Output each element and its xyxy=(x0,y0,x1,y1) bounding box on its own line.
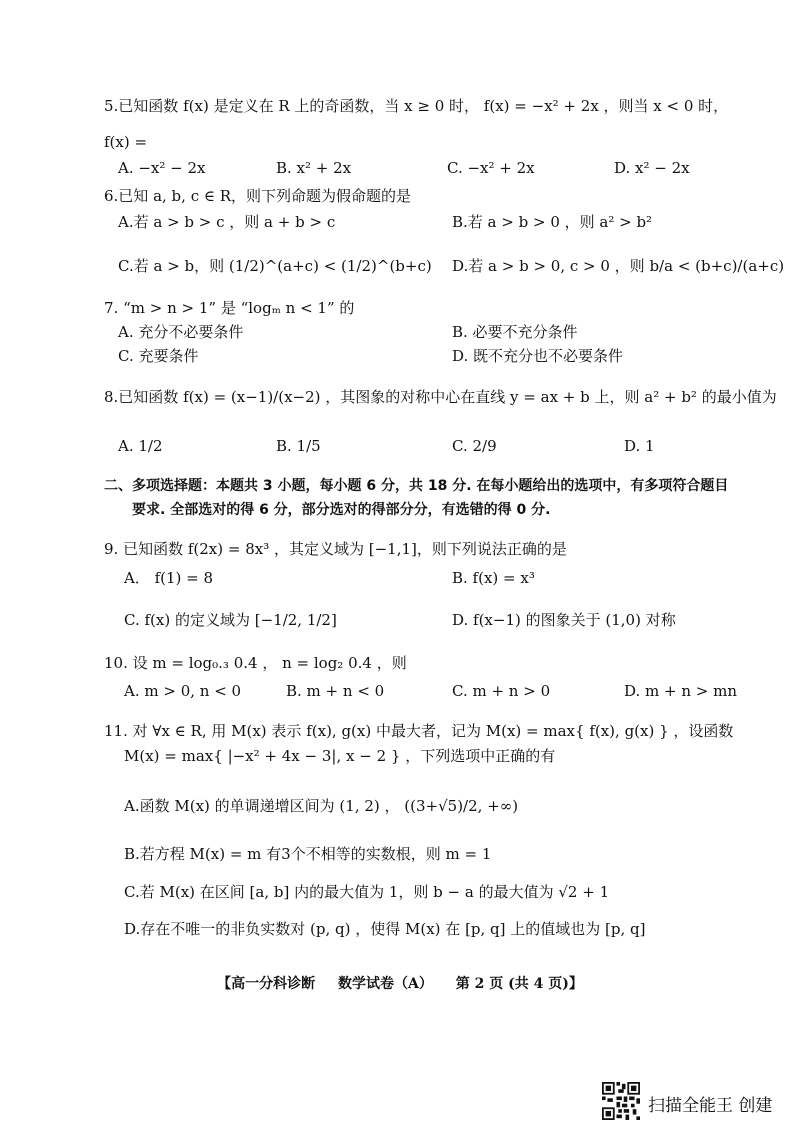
footer-school: 【高一分科诊断 xyxy=(217,976,316,992)
page-footer xyxy=(0,973,800,993)
question-8-option-a: A. 1/2 xyxy=(118,437,163,455)
question-9-option-c: C. f(x) 的定义域为 [−1/2, 1/2] xyxy=(124,611,337,629)
scanner-watermark xyxy=(602,1082,792,1124)
question-8-option-b: B. 1/5 xyxy=(276,437,321,455)
question-10-option-d: D. m + n > mn xyxy=(624,682,738,700)
question-5-option-c: C. −x² + 2x xyxy=(447,159,535,177)
question-11-stem-cont: M(x) = max{ |−x² + 4x − 3|, x − 2 } ，下列选项中正确的有 xyxy=(124,747,556,765)
question-6-stem: 6.已知 a, b, c ∈ R，则下列命题为假命题的是 xyxy=(104,187,412,205)
footer-subject: 数学试卷（A） xyxy=(338,976,433,992)
question-10-stem: 10. 设 m = log₀.₃ 0.4 ， n = log₂ 0.4 ，则 xyxy=(104,654,407,672)
question-10-option-c: C. m + n > 0 xyxy=(452,682,551,700)
question-11-option-d: D.存在不唯一的非负实数对 (p, q) ，使得 M(x) 在 [p, q] 上的值域也为 [p, q] xyxy=(124,920,646,938)
watermark-text: 扫描全能王 创建 xyxy=(648,1096,773,1116)
section-heading-cont: 要求. 全部选对的得 6 分，部分选对的得部分分，有选错的得 0 分. xyxy=(132,502,551,518)
question-7-option-b: B. 必要不充分条件 xyxy=(452,323,578,341)
question-11-option-a: A.函数 M(x) 的单调递增区间为 (1, 2) ， ((3+√5)/2, +∞) xyxy=(124,797,519,815)
question-8-option-d: D. 1 xyxy=(624,437,655,455)
question-10-option-b: B. m + n < 0 xyxy=(286,682,385,700)
question-6-option-d: D.若 a > b > 0, c > 0 ，则 b/a < (b+c)/(a+c) xyxy=(452,257,785,275)
question-6-option-c: C.若 a > b，则 (1/2)^(a+c) < (1/2)^(b+c) xyxy=(118,257,432,275)
question-11-option-b: B.若方程 M(x) = m 有3个不相等的实数根，则 m = 1 xyxy=(124,845,492,863)
question-5-option-b: B. x² + 2x xyxy=(276,159,352,177)
question-11-option-c: C.若 M(x) 在区间 [a, b] 内的最大值为 1，则 b − a 的最大值为 √2 + 1 xyxy=(124,883,610,901)
question-5-option-a: A. −x² − 2x xyxy=(118,159,206,177)
question-8-option-c: C. 2/9 xyxy=(452,437,497,455)
question-9-option-a: A． f(1) = 8 xyxy=(124,569,214,587)
question-6-option-b: B.若 a > b > 0 ，则 a² > b² xyxy=(452,213,653,231)
question-9-stem: 9. 已知函数 f(2x) = 8x³ ，其定义域为 [−1,1]，则下列说法正确的是 xyxy=(104,540,567,558)
question-8-stem: 8.已知函数 f(x) = (x−1)/(x−2) ，其图象的对称中心在直线 y = ax + b 上，则 a² + b² 的最小值为 xyxy=(104,388,777,406)
question-11-stem: 11. 对 ∀x ∈ R, 用 M(x) 表示 f(x), g(x) 中最大者，记为 M(x) = max{ f(x), g(x) } ，设函数 xyxy=(104,722,734,740)
question-9-option-b: B. f(x) = x³ xyxy=(452,569,535,587)
section-heading: 二、多项选择题：本题共 3 小题，每小题 6 分，共 18 分. 在每小题给出的选项中，有多项符合题目 xyxy=(104,478,729,494)
question-9-option-d: D. f(x−1) 的图象关于 (1,0) 对称 xyxy=(452,611,676,629)
question-5-stem: 5.已知函数 f(x) 是定义在 R 上的奇函数，当 x ≥ 0 时， f(x) = −x² + 2x ，则当 x < 0 时， xyxy=(104,97,729,115)
footer-page-number: 第 2 页 (共 4 页)】 xyxy=(455,976,583,992)
question-7-option-d: D. 既不充分也不必要条件 xyxy=(452,347,624,365)
question-5-stem-cont: f(x) = xyxy=(104,133,148,151)
question-10-option-a: A. m > 0, n < 0 xyxy=(124,682,242,700)
qr-code-icon xyxy=(602,1082,640,1120)
question-7-option-c: C. 充要条件 xyxy=(118,347,199,365)
question-6-option-a: A.若 a > b > c ，则 a + b > c xyxy=(118,213,336,231)
question-5-option-d: D. x² − 2x xyxy=(614,159,690,177)
question-7-option-a: A. 充分不必要条件 xyxy=(118,323,244,341)
question-7-stem: 7. “m > n > 1” 是 “logₘ n < 1” 的 xyxy=(104,299,355,317)
